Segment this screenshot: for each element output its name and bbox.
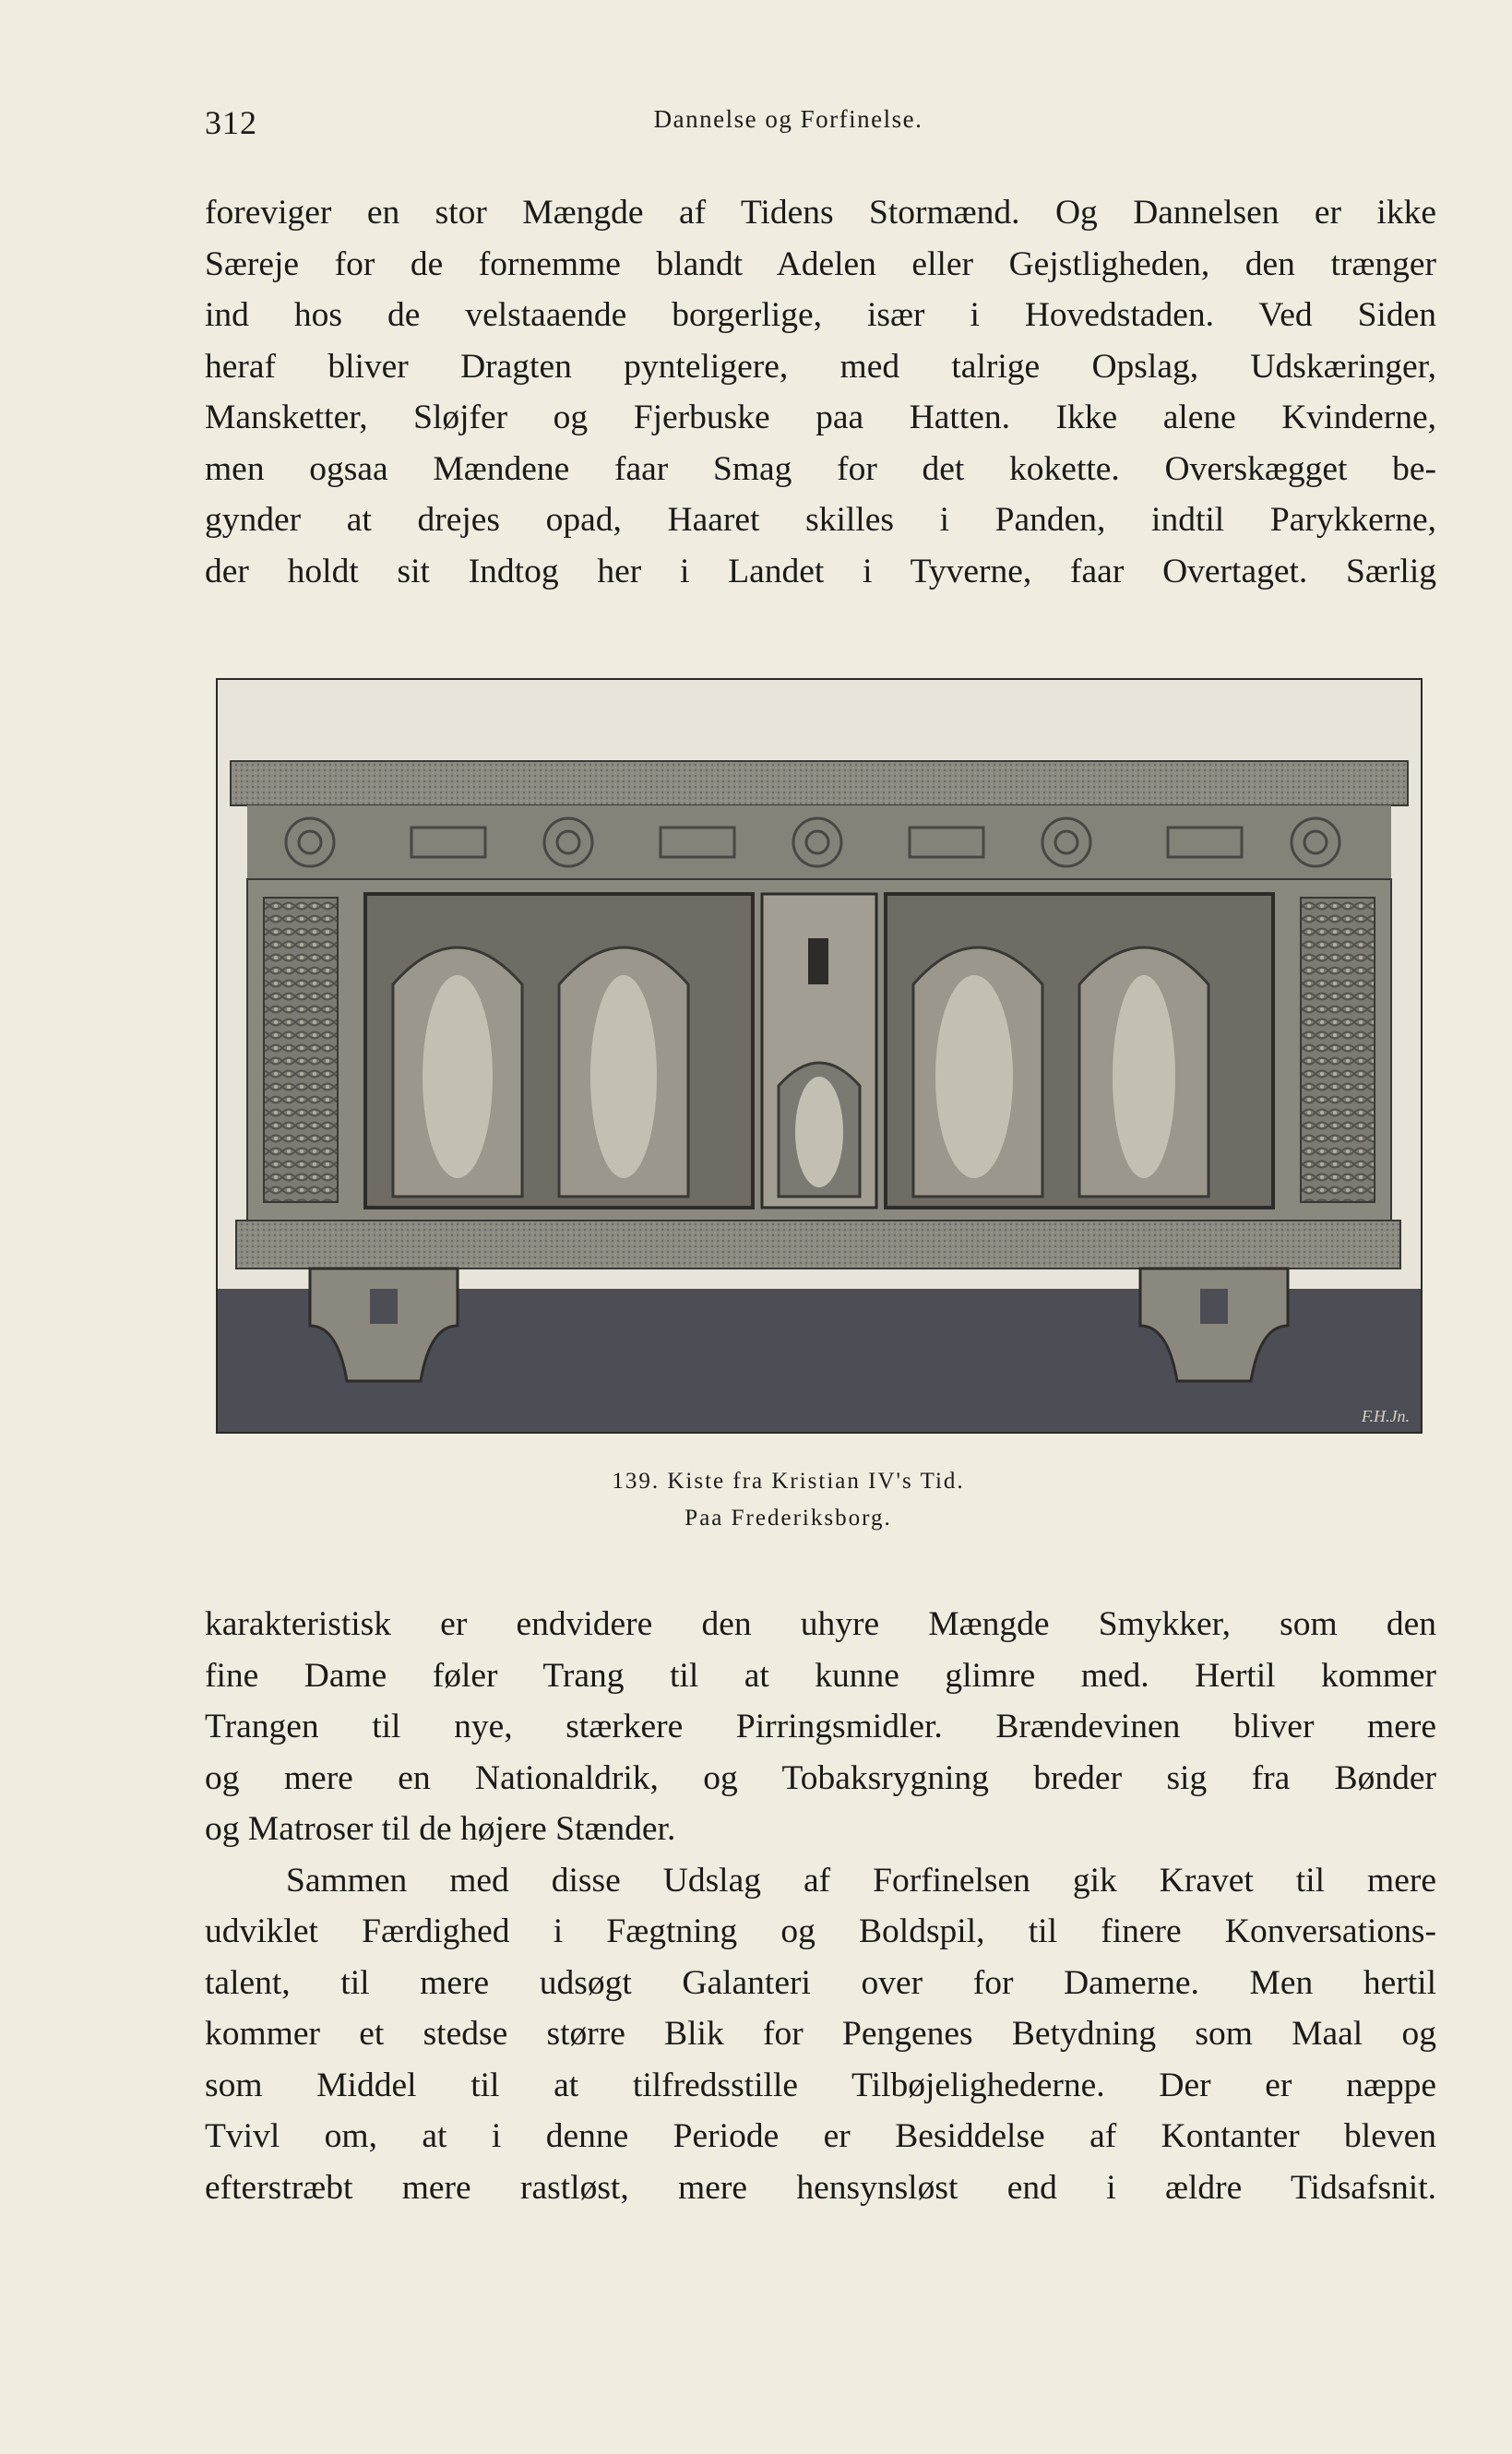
text-line: Særeje for de fornemme blandt Adelen eller Gejstligheden, den trænger: [205, 244, 1436, 283]
body-text-bottom: [205, 1599, 1436, 2213]
text-line: Tvivl om, at i denne Periode er Besiddelse af Kontanter bleven: [205, 2117, 1436, 2155]
text-line: Sammen med disse Udslag af Forfinelsen gik Kravet til mere: [286, 1861, 1436, 1900]
body-text-top: [205, 187, 1436, 597]
text-line: gynder at drejes opad, Haaret skilles i Panden, indtil Parykkerne,: [205, 501, 1436, 539]
text-line: som Middel til at tilfredsstille Tilbøjelighederne. Der er næppe: [205, 2066, 1436, 2104]
text-line: fine Dame føler Trang til at kunne glimre med. Hertil kommer: [205, 1656, 1436, 1695]
text-line: men ogsaa Mændene faar Smag for det kokette. Overskægget be-: [205, 449, 1436, 488]
text-line: ind hos de velstaaende borgerlige, især i Hovedstaden. Ved Siden: [205, 296, 1436, 334]
text-line: talent, til mere udsøgt Galanteri over for Damerne. Men hertil: [205, 1963, 1436, 2002]
page-number: 312: [205, 104, 257, 141]
text-line: og Matroser til de højere Stænder.: [205, 1810, 676, 1848]
text-line: foreviger en stor Mængde af Tidens Stormænd. Og Dannelsen er ikke: [205, 194, 1436, 232]
text-line: der holdt sit Indtog her i Landet i Tyverne, faar Overtaget. Særlig: [205, 552, 1436, 590]
text-line: efterstræbt mere rastløst, mere hensynsløst end i ældre Tidsafsnit.: [205, 2168, 1436, 2207]
running-title: Dannelse og Forfinelse.: [653, 105, 923, 133]
text-line: Trangen til nye, stærkere Pirringsmidler. Brændevinen bliver mere: [205, 1708, 1436, 1745]
text-line: udviklet Færdighed i Fægtning og Boldspil, til finere Konversations-: [205, 1912, 1436, 1950]
carved-chest-image: [218, 680, 1421, 1432]
engraver-signature: F.H.Jn.: [1361, 1407, 1410, 1425]
text-line: og mere en Nationaldrik, og Tobaksrygning breder sig fra Bønder: [205, 1758, 1436, 1797]
figure-caption-location: Paa Frederiksborg.: [685, 1506, 892, 1531]
text-line: heraf bliver Dragten pynteligere, med talrige Opslag, Udskæringer,: [205, 347, 1436, 386]
text-line: Mansketter, Sløjfer og Fjerbuske paa Hatten. Ikke alene Kvinderne,: [205, 399, 1436, 436]
chest-illustration: [216, 678, 1423, 1434]
text-line: kommer et stedse større Blik for Pengenes Betydning som Maal og: [205, 2015, 1436, 2053]
figure-caption: 139. Kiste fra Kristian IV's Tid.: [612, 1469, 965, 1494]
text-line: karakteristisk er endvidere den uhyre Mængde Smykker, som den: [205, 1605, 1436, 1643]
